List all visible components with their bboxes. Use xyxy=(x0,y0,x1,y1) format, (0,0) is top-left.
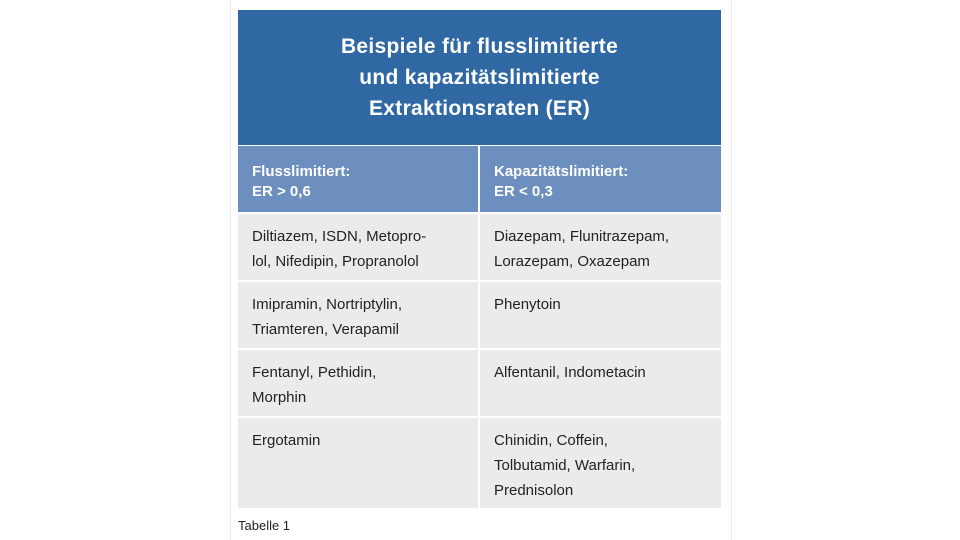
cell-line: Diazepam, Flunitrazepam, xyxy=(494,228,670,245)
cell-line: Imipramin, Nortriptylin, xyxy=(252,296,403,313)
cell-line: Chinidin, Coffein, xyxy=(494,432,608,449)
table-cell-right xyxy=(480,418,721,508)
table-cell-left xyxy=(238,214,480,280)
table-title xyxy=(238,10,721,145)
header-capacity-limited xyxy=(480,146,721,212)
cell-line: Triamteren, Verapamil xyxy=(252,321,399,338)
header-capacity-limited-er: ER < 0,3 xyxy=(494,183,553,200)
header-capacity-limited-label: Kapazitätslimitiert: xyxy=(494,163,629,180)
title-line-1: Beispiele für flusslimitierte xyxy=(340,35,619,58)
table-row xyxy=(238,416,721,508)
cell-line: Ergotamin xyxy=(252,432,321,449)
title-line-2: und kapazitätslimitierte xyxy=(359,66,600,89)
cell-line: lol, Nifedipin, Propranolol xyxy=(252,253,419,270)
cell-line: Diltiazem, ISDN, Metopro- xyxy=(252,228,427,245)
cell-line: Prednisolon xyxy=(494,482,574,499)
cell-line: Tolbutamid, Warfarin, xyxy=(494,457,636,474)
table-cell-left xyxy=(238,350,480,416)
table-row xyxy=(238,348,721,416)
cell-line: Lorazepam, Oxazepam xyxy=(494,253,650,270)
header-flow-limited-er: ER > 0,6 xyxy=(252,183,311,200)
table-cell-right xyxy=(480,350,721,416)
cell-line: Phenytoin xyxy=(494,296,561,313)
table-cell-left xyxy=(238,282,480,348)
table-cell-left xyxy=(238,418,480,508)
header-flow-limited xyxy=(238,146,480,212)
table-row xyxy=(238,212,721,280)
title-line-3: Extraktionsraten (ER) xyxy=(368,97,591,120)
header-flow-limited-label: Flusslimitiert: xyxy=(252,163,351,180)
table-row xyxy=(238,280,721,348)
cell-line: Morphin xyxy=(252,389,307,406)
table-caption: Tabelle 1 xyxy=(238,518,291,533)
cell-line: Alfentanil, Indometacin xyxy=(494,364,646,381)
extraction-rate-table xyxy=(238,10,721,508)
table-cell-right xyxy=(480,282,721,348)
document-page xyxy=(230,0,732,540)
table-cell-right xyxy=(480,214,721,280)
table-header-row xyxy=(238,145,721,212)
cell-line: Fentanyl, Pethidin, xyxy=(252,364,377,381)
